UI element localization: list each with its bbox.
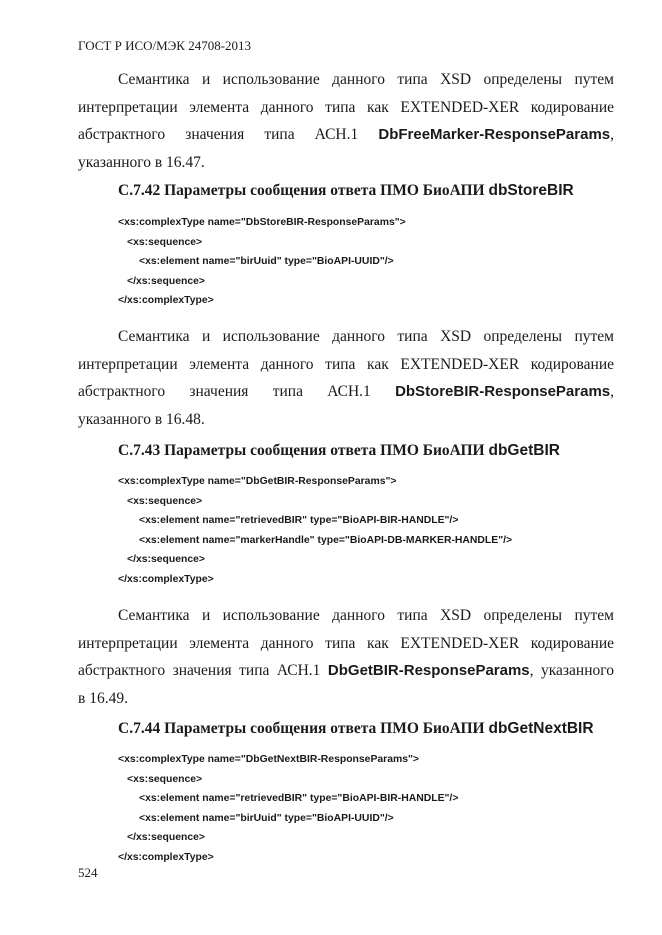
code-line: </xs:complexType>: [118, 295, 214, 306]
paragraph-text: абстрактного значения типа АСН.1: [78, 126, 359, 143]
function-name: dbStoreBIR: [488, 182, 574, 199]
code-block: [118, 213, 406, 311]
paragraph-line: [78, 121, 614, 149]
code-block: [118, 472, 512, 589]
paragraph-line: Семантика и использование данного типа XSD определены путем: [118, 71, 614, 88]
type-name: DbStoreBIR-ResponseParams: [395, 383, 611, 400]
code-line: <xs:element name="retrievedBIR" type="BioAPI-BIR-HANDLE"/>: [139, 515, 459, 526]
heading-text: C.7.44 Параметры сообщения ответа ПМО БиоАПИ: [118, 720, 489, 737]
paragraph-line: интерпретации элемента данного типа как EXTENDED-XER кодирование: [78, 355, 614, 373]
heading-text: C.7.42 Параметры сообщения ответа ПМО БиоАПИ: [118, 182, 489, 199]
paragraph-line: Семантика и использование данного типа XSD определены путем: [118, 328, 614, 345]
section-heading: [118, 442, 560, 460]
paragraph-line: интерпретации элемента данного типа как EXTENDED-XER кодирование: [78, 634, 614, 652]
paragraph-line: Семантика и использование данного типа XSD определены путем: [118, 607, 614, 624]
code-line: <xs:element name="markerHandle" type="BioAPI-DB-MARKER-HANDLE"/>: [139, 534, 513, 546]
paragraph-line: в 16.49.: [78, 689, 128, 707]
page-number: 524: [78, 865, 98, 880]
code-line: <xs:element name="retrievedBIR" type="BioAPI-BIR-HANDLE"/>: [139, 793, 459, 804]
paragraph-text: абстрактного значения типа АСН.1: [78, 383, 371, 400]
paragraph-text: ,: [610, 126, 615, 143]
section-heading: [118, 182, 574, 200]
section-heading: [118, 720, 594, 738]
heading-text: C.7.43 Параметры сообщения ответа ПМО БиоАПИ: [118, 442, 489, 459]
paragraph-2: [78, 323, 614, 433]
type-name: DbFreeMarker-ResponseParams: [378, 126, 611, 143]
document-header: ГОСТ Р ИСО/МЭК 24708-2013: [78, 38, 252, 53]
paragraph-line: [78, 378, 614, 406]
paragraph-line: указанного в 16.48.: [78, 410, 205, 428]
paragraph-text: абстрактного значения типа АСН.1: [78, 662, 321, 679]
paragraph-3: [78, 602, 614, 712]
code-line: </xs:sequence>: [127, 275, 205, 287]
code-line: <xs:complexType name="DbGetBIR-ResponseParams">: [118, 476, 397, 487]
code-line: <xs:element name="birUuid" type="BioAPI-UUID"/>: [139, 812, 394, 824]
code-line: <xs:element name="birUuid" type="BioAPI-UUID"/>: [139, 256, 394, 267]
code-line: </xs:sequence>: [127, 832, 205, 843]
code-block: [118, 750, 458, 867]
code-line: </xs:complexType>: [118, 573, 214, 585]
code-line: </xs:complexType>: [118, 851, 214, 863]
code-line: <xs:sequence>: [127, 236, 203, 248]
function-name: dbGetNextBIR: [488, 720, 594, 737]
type-name: DbGetBIR-ResponseParams: [327, 662, 530, 679]
function-name: dbGetBIR: [488, 442, 560, 459]
paragraph-text: , указанного: [529, 662, 614, 679]
paragraph-line: интерпретации элемента данного типа как EXTENDED-XER кодирование: [78, 98, 614, 116]
paragraph-line: указанного в 16.47.: [78, 153, 205, 171]
paragraph-1: [78, 66, 614, 176]
code-line: <xs:complexType name="DbStoreBIR-ResponseParams">: [118, 217, 406, 228]
code-line: <xs:complexType name="DbGetNextBIR-ResponseParams">: [118, 754, 419, 765]
code-line: <xs:sequence>: [127, 495, 203, 507]
code-line: </xs:sequence>: [127, 554, 205, 565]
code-line: <xs:sequence>: [127, 773, 203, 785]
paragraph-text: ,: [610, 383, 614, 400]
paragraph-line: [78, 657, 614, 685]
